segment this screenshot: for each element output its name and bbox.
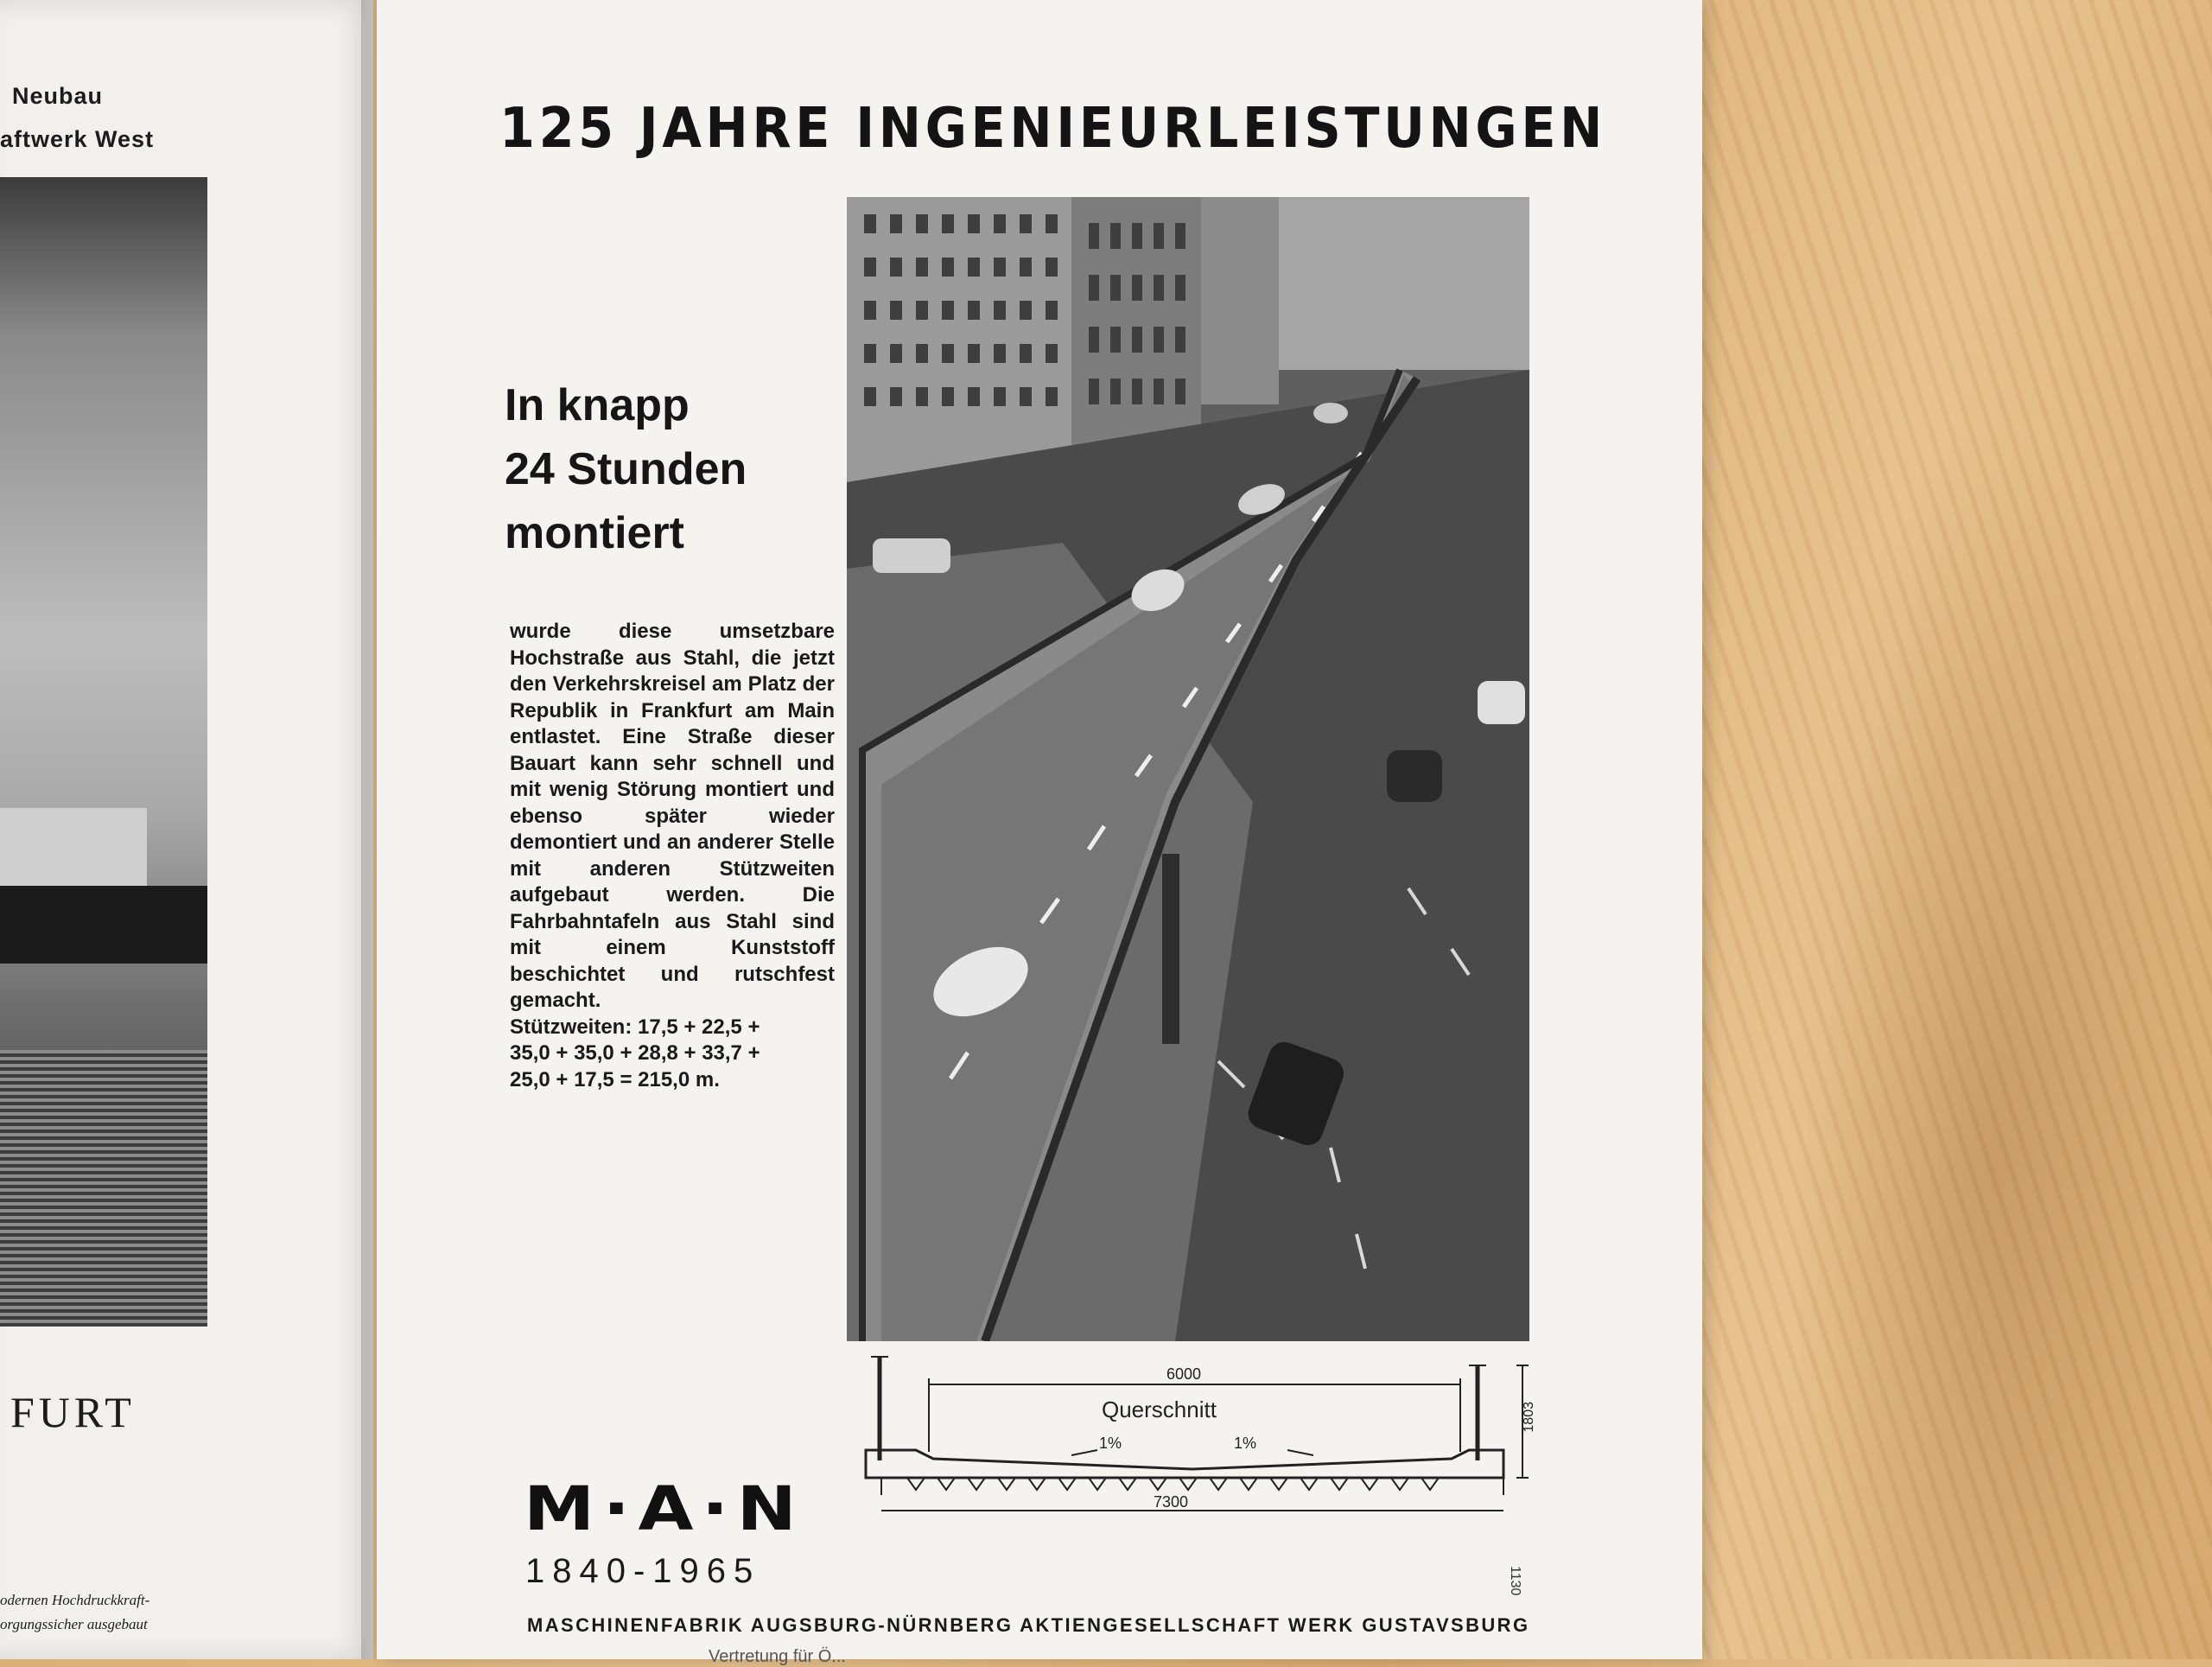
subhead-line-1: In knapp (505, 380, 690, 430)
dimension-height: 1803 (1522, 1402, 1536, 1433)
left-page (0, 0, 373, 1659)
footer-cut-off-line: Vertretung für Ö... (709, 1647, 846, 1666)
elevated-road-illustration (847, 197, 1529, 1341)
company-footer: MASCHINENFABRIK AUGSBURG-NÜRNBERG AKTIENGESELLSCHAFT WERK GUSTAVSBURG (527, 1614, 1530, 1636)
slope-left-label: 1% (1099, 1435, 1122, 1452)
left-page-caption-line2: orgungssicher ausgebaut (0, 1616, 148, 1632)
left-page-caption-line1: odernen Hochdruckkraft- (0, 1592, 150, 1608)
spans-line-2: 35,0 + 35,0 + 28,8 + 33,7 + (510, 1041, 760, 1065)
cross-section-diagram (855, 1348, 1538, 1521)
spans-line-3: 25,0 + 17,5 = 215,0 m. (510, 1067, 720, 1091)
slope-right-label: 1% (1234, 1435, 1257, 1452)
photo-water (0, 1050, 207, 1327)
elevated-road-photo (847, 197, 1529, 1341)
dimension-top: 6000 (1166, 1365, 1202, 1383)
article-body-text: wurde diese umsetzbare Hochstraße aus Stahl, die jetzt den Verkehrskreisel am Platz der Republik in Frankfurt am Main entlastet. Eine Straße dieser Bauart kann sehr schnell und mit wenig Störung montiert und ebenso später wieder demontiert und an anderer Stelle mit anderen Stützweiten aufgebaut werden. Die Fahrbahntafeln aus Stahl sind mit einem Kunststoff beschichtet und rutschfest gemacht. (510, 620, 835, 1012)
man-logo: M·A·N (524, 1473, 805, 1544)
wooden-table-surface (1668, 0, 2212, 1659)
spans-line-1: Stützweiten: 17,5 + 22,5 + (510, 1015, 760, 1039)
article-body (510, 619, 835, 1093)
dimension-bottom: 7300 (1154, 1493, 1189, 1511)
left-page-heading-neubau: Neubau (12, 83, 104, 109)
left-page-heading-kraftwerk: aftwerk West (0, 126, 155, 152)
diagram-title: Querschnitt (1102, 1397, 1217, 1422)
subhead-line-3: montiert (505, 508, 684, 558)
left-page-city-name: FURT (10, 1388, 136, 1436)
article-subheading (505, 373, 868, 565)
subhead-line-2: 24 Stunden (505, 444, 747, 494)
page-headline: 125 JAHRE INGENIEURLEISTUNGEN (499, 97, 1607, 161)
photo-bridge (0, 886, 207, 964)
left-page-photo-power-plant (0, 177, 207, 1327)
page-number: 1130 (1508, 1566, 1522, 1596)
company-years: 1840-1965 (525, 1552, 761, 1590)
